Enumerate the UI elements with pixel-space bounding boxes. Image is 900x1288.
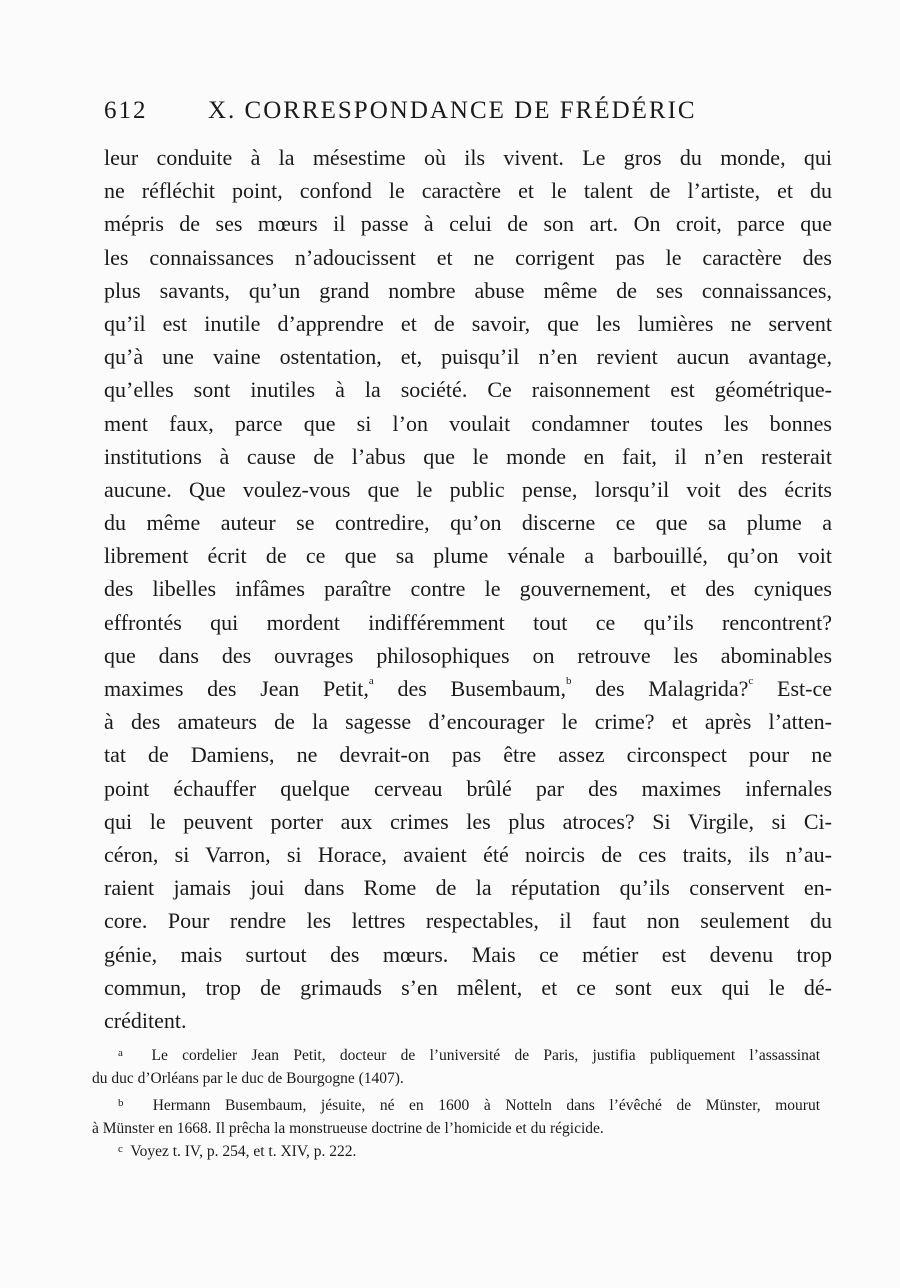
text-line: institutions à cause de l’abus que le monde en fait, il n’en resterait [104,443,832,469]
text-line: point échauffer quelque cerveau brûlé par des maximes infernales [104,775,832,801]
text-line: plus savants, qu’un grand nombre abuse même de ses connaissances, [104,277,832,303]
text-line: ment faux, parce que si l’on voulait condamner toutes les bonnes [104,410,832,436]
text-segment: des Busembaum, [373,676,566,701]
text-line: à des amateurs de la sagesse d’encourager le crime? et après l’atten- [104,709,832,735]
footnote-ref-a[interactable]: a [368,675,374,687]
text-line: qu’il est inutile d’apprendre et de savoir, que les lumières ne servent [104,310,832,336]
text-line: raient jamais joui dans Rome de la réputation qu’ils conservent en- [104,875,832,901]
text-line: aucune. Que voulez-vous que le public pense, lorsqu’il voit des écrits [104,476,832,502]
text-line: du même auteur se contredire, qu’on discerne ce que sa plume a [104,510,832,536]
running-title: X. CORRESPONDANCE DE FRÉDÉRIC [208,97,697,124]
footnote-a-continued: du duc d’Orléans par le duc de Bourgogne (1407). [92,1070,404,1087]
text-segment: des Malagrida? [571,676,749,701]
text-line: effrontés qui mordent indifféremment tout ce qu’ils rencontrent? [104,609,832,635]
text-line: qu’elles sont inutiles à la société. Ce raisonnement est géométrique- [104,377,832,403]
footnote-text: Voyez t. IV, p. 254, et t. XIV, p. 222. [130,1143,357,1160]
text-segment: maximes des Jean Petit, [104,676,369,701]
footnote-text: Le cordelier Jean Petit, docteur de l’université de Paris, justifia publiquement l’assassinat [151,1047,821,1064]
footnote-b [92,1094,820,1117]
footnote-c [92,1140,820,1163]
text-line: que dans des ouvrages philosophiques on retrouve les abominables [104,642,832,668]
text-line: commun, trop de grimauds s’en mêlent, et ce sont eux qui le dé- [104,974,832,1000]
text-line: les connaissances n’adoucissent et ne corrigent pas le caractère des [104,244,832,270]
footnotes [92,1044,820,1163]
text-segment: Est-ce [753,676,832,701]
text-line: génie, mais surtout des mœurs. Mais ce métier est devenu trop [104,941,832,967]
text-line: créditent. [104,1007,187,1033]
text-line: céron, si Varron, si Horace, avaient été noircis de ces traits, ils n’au- [104,841,832,867]
text-line: qui le peuvent porter aux crimes les plus atroces? Si Virgile, si Ci- [104,808,832,834]
text-line: des libelles infâmes paraître contre le gouvernement, et des cyniques [104,576,832,602]
footnote-marker: c [118,1143,123,1155]
footnote-marker: b [118,1097,124,1109]
text-line: mépris de ses mœurs il passe à celui de son art. On croit, parce que [104,211,832,237]
footnote-ref-b[interactable]: b [565,675,572,687]
page-number: 612 [104,97,148,124]
footnote-b-continued: à Münster en 1668. Il prêcha la monstrueuse doctrine de l’homicide et du régicide. [92,1120,604,1137]
body-text [104,141,832,1037]
footnote-ref-c[interactable]: c [748,675,754,687]
text-line: ne réfléchit point, confond le caractère et le talent de l’artiste, et du [104,178,832,204]
running-head [104,94,834,128]
text-line: tat de Damiens, ne devrait-on pas être assez circonspect pour ne [104,742,832,768]
text-line: core. Pour rendre les lettres respectables, il faut non seulement du [104,908,832,934]
text-line: leur conduite à la mésestime où ils vivent. Le gros du monde, qui [104,145,832,170]
text-line: librement écrit de ce que sa plume vénale a barbouillé, qu’on voit [104,543,832,569]
footnote-marker: a [118,1047,123,1059]
text-line-with-note-refs [104,672,832,705]
footnote-text: Hermann Busembaum, jésuite, né en 1600 à Notteln dans l’évêché de Münster, mourut [152,1097,820,1114]
footnote-a [92,1044,820,1067]
text-line: qu’à une vaine ostentation, et, puisqu’il n’en revient aucun avantage, [104,344,832,370]
